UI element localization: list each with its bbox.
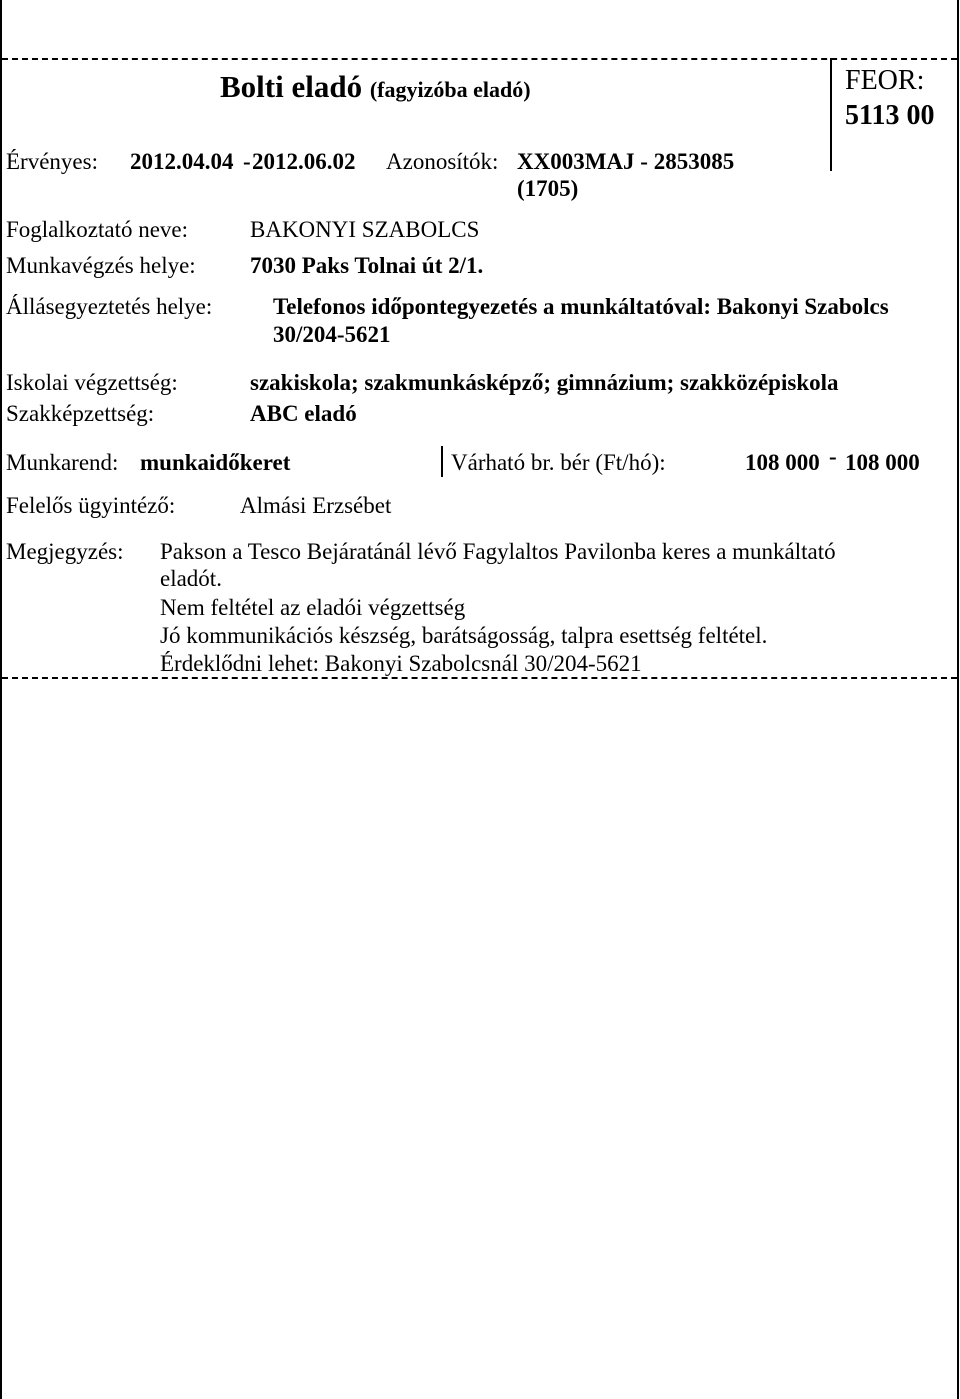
notes-line: Nem feltétel az eladói végzettség — [160, 595, 466, 620]
salary-separator: - — [829, 444, 837, 469]
workplace-label: Munkavégzés helye: — [6, 253, 196, 278]
employer-name-label: Foglalkoztató neve: — [6, 217, 189, 242]
notes-line: Jó kommunikációs készség, barátságosság, talpra esettség feltétel. — [160, 623, 768, 648]
notes-line: Pakson a Tesco Bejáratánál lévő Fagylaltos Pavilonba keres a munkáltató — [160, 539, 836, 564]
bottom-dashed-divider — [2, 677, 957, 679]
interview-place-label: Állásegyeztetés helye: — [6, 294, 213, 319]
notes-line: eladót. — [160, 566, 222, 591]
validity-label: Érvényes: — [6, 149, 98, 174]
validity-to: 2012.06.02 — [252, 149, 356, 174]
job-subtitle: (fagyizóba eladó) — [369, 77, 531, 102]
identifier-value: XX003MAJ - 2853085 — [517, 149, 735, 174]
contact-value: Almási Erzsébet — [240, 493, 392, 518]
salary-min: 108 000 — [745, 450, 820, 475]
contact-label: Felelős ügyintéző: — [6, 493, 176, 518]
notes-label: Megjegyzés: — [6, 539, 124, 564]
validity-from: 2012.04.04 — [130, 149, 234, 174]
school-education-label: Iskolai végzettség: — [6, 370, 178, 395]
salary-label: Várható br. bér (Ft/hó): — [451, 450, 666, 475]
identifier-sub: (1705) — [517, 176, 579, 201]
workplace-value: 7030 Paks Tolnai út 2/1. — [250, 253, 484, 278]
qualification-label: Szakképzettség: — [6, 401, 155, 426]
job-title-text: Bolti eladó — [220, 69, 363, 104]
schedule-value: munkaidőkeret — [140, 450, 291, 475]
identifier-label: Azonosítók: — [386, 149, 499, 174]
top-dashed-divider — [2, 58, 957, 60]
notes-line: Érdeklődni lehet: Bakonyi Szabolcsnál 30/204-5621 — [160, 651, 642, 676]
interview-place-line-1: Telefonos időpontegyezetés a munkáltatóval: Bakonyi Szabolcs — [273, 294, 889, 319]
salary-max: 108 000 — [845, 450, 920, 475]
feor-label: FEOR: — [845, 65, 925, 96]
job-title — [220, 70, 531, 107]
qualification-value: ABC eladó — [250, 401, 357, 426]
validity-separator: - — [243, 149, 251, 174]
school-education-value: szakiskola; szakmunkásképző; gimnázium; szakközépiskola — [250, 370, 839, 395]
interview-place-line-2: 30/204-5621 — [273, 322, 391, 347]
salary-divider — [441, 446, 443, 477]
feor-code: 5113 00 — [845, 100, 935, 131]
frame-right-border — [957, 0, 959, 1399]
schedule-label: Munkarend: — [6, 450, 119, 475]
feor-divider — [830, 58, 832, 171]
frame-left-border — [0, 0, 2, 1399]
employer-name-value: BAKONYI SZABOLCS — [250, 217, 480, 242]
